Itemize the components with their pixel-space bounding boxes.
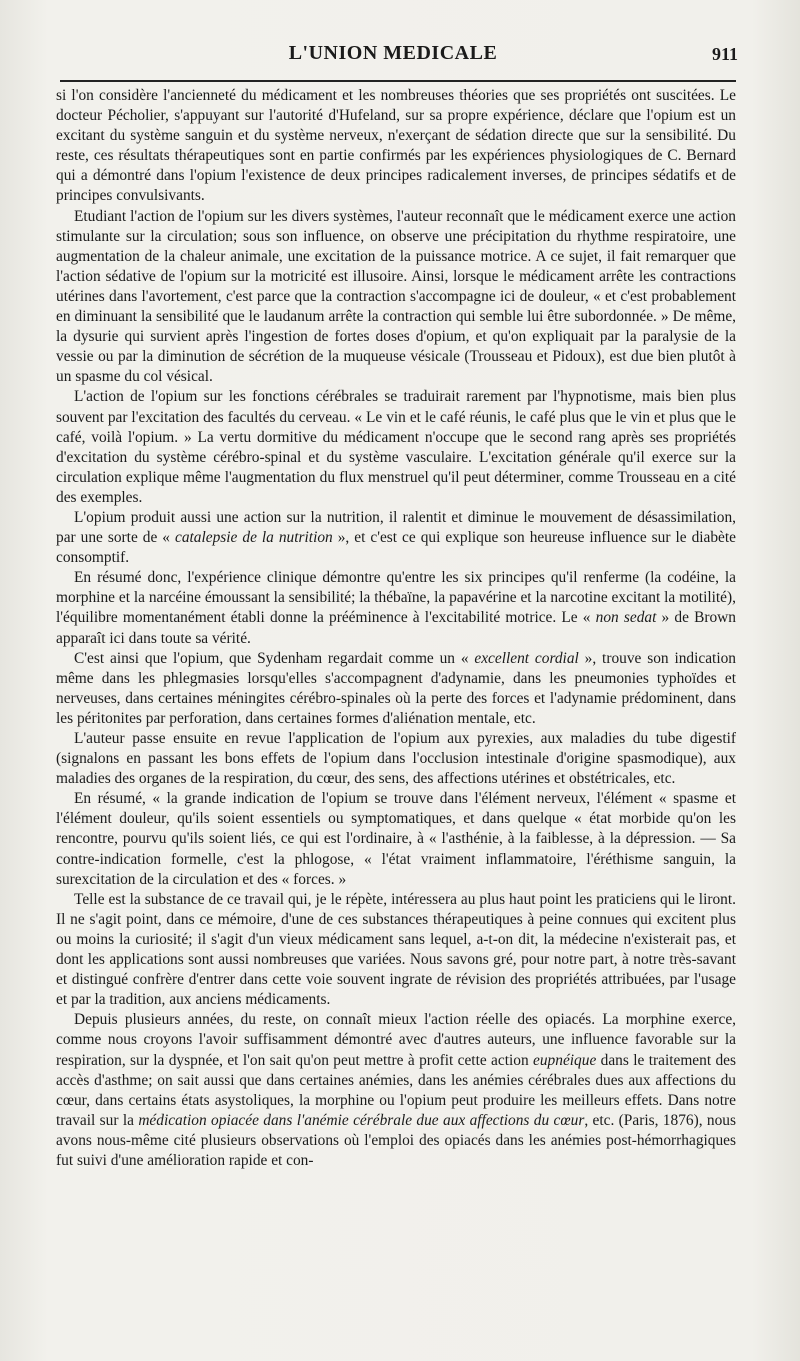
paragraph: L'auteur passe ensuite en revue l'application de l'opium aux pyrexies, aux maladies du tube digestif (signalons en passant les bons effets de l'opium dans l'occlusion intestinale d'origine spasmodique), aux maladies des organes de la respiration, du cœur, des sens, des affections utérines et obstétricales, etc. [56,730,736,788]
paragraph: L'action de l'opium sur les fonctions cérébrales se traduirait rarement par l'hypnotisme, mais bien plus souvent par l'excitation des facultés du cerveau. « Le vin et le café réunis, le café plus que le vin et plus que le café, voilà l'opium. » La vertu dormitive du médicament n'occupe que le second rang après ses propriétés d'excitation du système cérébro-spinal et du système vasculaire. L'excitation générale qu'il exerce sur la circulation explique même l'augmentation du flux menstruel qu'il peut déterminer, comme Trousseau en a cité des exemples. [56,388,736,506]
paragraph: En résumé, « la grande indication de l'opium se trouve dans l'élément nerveux, l'élément « spasme et l'élément douleur, qu'ils soient essentiels ou symptomatiques, et dans quelque « état morbide qu'on les rencontre, pourvu qu'ils soient liés, ce qui est l'ordinaire, à « l'asthénie, à la faiblesse, à la dépression. — Sa contre-indication formelle, c'est la phlogose, « l'état vraiment inflammatoire, l'éréthisme sanguin, la surexcitation de la circulation et des « forces. » [56,790,736,888]
body-text [56,86,736,1171]
paragraph: Telle est la substance de ce travail qui, je le répète, intéressera au plus haut point les praticiens qui le liront. Il ne s'agit point, dans ce mémoire, d'une de ces substances thérapeutiques à peine connues qui excitent plus ou moins la curiosité; il s'agit d'un vieux médicament sans lequel, a-t-on dit, la médecine n'existerait pas, et dont les applications sont aussi nombreuses que variées. Nous savons gré, pour notre part, à notre très-savant et distingué confrère d'entrer dans cette voie souvent ingrate de révision des propriétés attribuées, par l'usage et par la tradition, aux anciens médicaments. [56,890,736,1009]
page-header [58,36,738,72]
paragraph: Etudiant l'action de l'opium sur les divers systèmes, l'auteur reconnaît que le médicament exerce une action stimulante sur la circulation; sous son influence, on observe une précipitation du rhythme respiratoire, une augmentation de la chaleur animale, une excitation de la puissance motrice. A ce sujet, il fait remarquer que l'action sédative de l'opium sur la motricité est illusoire. Ainsi, lorsque le médicament arrête les contractions utérines dans l'avortement, c'est parce que la contraction s'accompagne ici de douleur, « et c'est probablement en diminuant la sensibilité que le laudanum arrête la contraction qui semble lui être subordonnée. » De même, la dysurie qui survient après l'ingestion de fortes doses d'opium, et qu'on expliquait par la paralysie de la vessie ou par la diminution de sécrétion de la muqueuse vésicale (Trousseau et Pidoux), est due bien plutôt à un spasme du col vésical. [56,207,736,386]
page-number: 911 [711,44,738,64]
paragraph: En résumé donc, l'expérience clinique démontre qu'entre les six principes qu'il renferme (la codéine, la morphine et la narcéine émoussant la sensibilité; la thébaïne, la papavérine et la narcotine excitant la motilité), l'équilibre momentanément établi donne la prééminence à l'excitabilité motrice. Le « non sedat » de Brown apparaît ici dans toute sa vérité. [56,569,736,647]
paragraph: Depuis plusieurs années, du reste, on connaît mieux l'action réelle des opiacés. La morphine exerce, comme nous croyons l'avoir suffisamment démontré avec d'autres auteurs, une influence favorable sur la respiration, sur la dyspnée, et l'on sait qu'on peut mettre à profit cette action eupnéique dans le traitement des accès d'asthme; on sait aussi que dans certaines anémies, dans les anémies cérébrales dues aux affections du cœur, dans certains états asystoliques, la morphine ou l'opium peut produire les meilleurs effets. Dans notre travail sur la médication opiacée dans l'anémie cérébrale due aux affections du cœur, etc. (Paris, 1876), nous avons nous-même cité plusieurs observations où l'emploi des opiacés dans les anémies post-hémorrhagiques fut suivi d'une amélioration rapide et con- [56,1011,736,1169]
paragraph: C'est ainsi que l'opium, que Sydenham regardait comme un « excellent cordial », trouve son indication même dans les phlegmasies lorsqu'elles s'accompagnent d'adynamie, dans les pneumonies typhoïdes et nerveuses, dans certaines méningites cérébro-spinales où la perte des forces et l'adynamie prédominent, dans les péritonites par perforation, dans certaines formes d'aliénation mentale, etc. [56,649,736,727]
running-title: L'UNION MEDICALE [288,42,498,64]
paragraph: L'opium produit aussi une action sur la nutrition, il ralentit et diminue le mouvement de désassimilation, par une sorte de « catalepsie de la nutrition », et c'est ce qui explique son heureuse influence sur le diabète consomptif. [56,508,736,567]
paragraph: si l'on considère l'ancienneté du médicament et les nombreuses théories que ses propriétés ont suscitées. Le docteur Pécholier, s'appuyant sur l'autorité d'Hufeland, sur sa propre expérience, déclare que l'opium est un excitant du système sanguin et du système nerveux, n'exerçant de sédation directe que sur la sensibilité. Du reste, ces résultats thérapeutiques sont en partie confirmés par les expériences physiologiques de C. Bernard qui a démontré dans l'opium l'existence de deux principes radicalement inverses, de principes sédatifs et de principes convulsivants. [56,87,736,205]
header-rule [60,80,736,82]
